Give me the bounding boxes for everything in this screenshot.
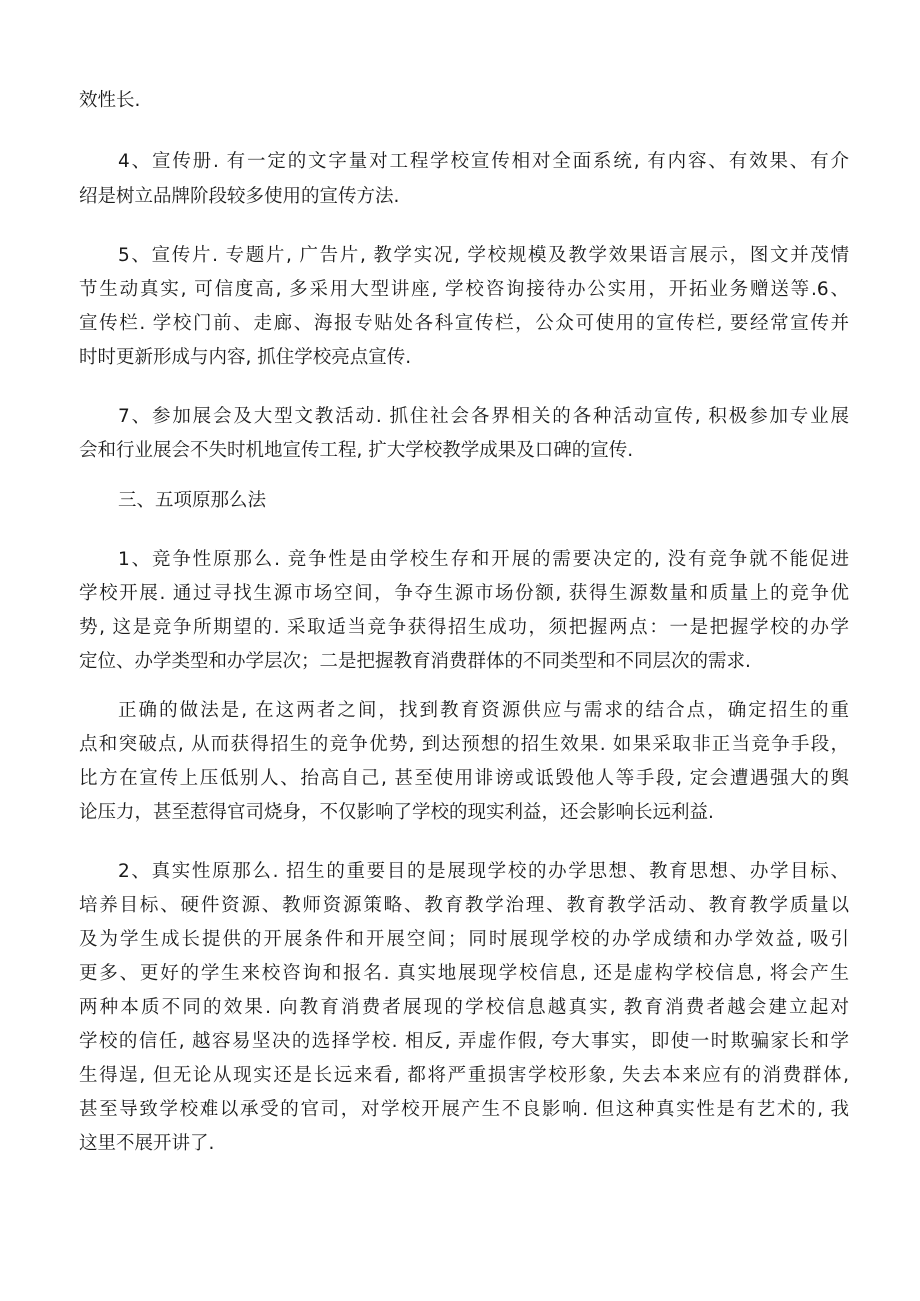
paragraph-line: 会和行业展会不失时机地宣传工程, 扩大学校教学成果及口碑的宣传. [79, 440, 634, 461]
paragraph-line: 更多、更好的学生来校咨询和报名. 真实地展现学校信息, 还是虚构学校信息, 将会产生 [79, 963, 849, 984]
paragraph-line: 绍是树立品牌阶段较多使用的宣传方法. [79, 186, 400, 207]
paragraph-line: 定位、办学类型和办学层次；二是把握教育消费群体的不同类型和不同层次的需求. [79, 651, 751, 672]
paragraph-line: 5、宣传片. 专题片, 广告片, 教学实况, 学校规模及教学效果语言展示，图文并茂情 [118, 245, 849, 266]
paragraph-line: 两种本质不同的效果. 向教育消费者展现的学校信息越真实, 教育消费者越会建立起对 [79, 997, 849, 1018]
paragraph-line: 7、参加展会及大型文教活动. 抓住社会各界相关的各种活动宣传, 积极参加专业展 [118, 406, 849, 427]
paragraph-line: 学校开展. 通过寻找生源市场空间，争夺生源市场份额, 获得生源数量和质量上的竞争优 [79, 583, 849, 604]
paragraph-line: 生得逞, 但无论从现实还是长远来看, 都将严重损害学校形象, 失去本来应有的消费群体, [79, 1065, 849, 1086]
paragraph-line: 及为学生成长提供的开展条件和开展空间；同时展现学校的办学成绩和办学效益, 吸引 [79, 929, 849, 950]
paragraph-line: 培养目标、硬件资源、教师资源策略、教育教学治理、教育教学活动、教育教学质量以 [79, 895, 849, 916]
paragraph-line: 时时更新形成与内容, 抓住学校亮点宣传. [79, 347, 412, 368]
paragraph-line: 势, 这是竞争所期望的. 采取适当竞争获得招生成功，须把握两点：一是把握学校的办学 [79, 617, 849, 638]
paragraph-line: 比方在宣传上压低别人、抬高自己, 甚至使用诽谤或诋毁他人等手段, 定会遭遇强大的舆 [79, 768, 849, 789]
paragraph-line: 学校的信任, 越容易坚决的选择学校. 相反, 弄虚作假, 夸大事实，即使一时欺骗家长和学 [79, 1031, 849, 1052]
paragraph-line: 4、宣传册. 有一定的文字量对工程学校宣传相对全面系统, 有内容、有效果、有介 [118, 151, 849, 172]
paragraph-line: 这里不展开讲了. [79, 1133, 215, 1154]
paragraph-line: 正确的做法是, 在这两者之间，找到教育资源供应与需求的结合点，确定招生的重 [118, 700, 849, 721]
paragraph-line: 宣传栏. 学校门前、走廊、海报专贴处各科宣传栏，公众可使用的宣传栏, 要经常宣传并 [79, 313, 849, 334]
paragraph-line: 论压力，甚至惹得官司烧身，不仅影响了学校的现实利益，还会影响长远利益. [79, 802, 714, 823]
paragraph-line: 节生动真实, 可信度高, 多采用大型讲座, 学校咨询接待办公实用，开拓业务赠送等.6、 [79, 279, 849, 300]
paragraph-line: 点和突破点, 从而获得招生的竞争优势, 到达预想的招生效果. 如果采取非正当竞争手段， [79, 734, 849, 755]
paragraph-line: 甚至导致学校难以承受的官司，对学校开展产生不良影响. 但这种真实性是有艺术的, 我 [79, 1099, 849, 1120]
paragraph-line: 1、竞争性原那么. 竞争性是由学校生存和开展的需要决定的, 没有竞争就不能促进 [118, 549, 849, 570]
section-heading: 三、五项原那么法 [118, 490, 267, 511]
paragraph-line: 2、真实性原那么. 招生的重要目的是展现学校的办学思想、教育思想、办学目标、 [118, 861, 849, 882]
paragraph-line: 效性长. [79, 90, 141, 111]
